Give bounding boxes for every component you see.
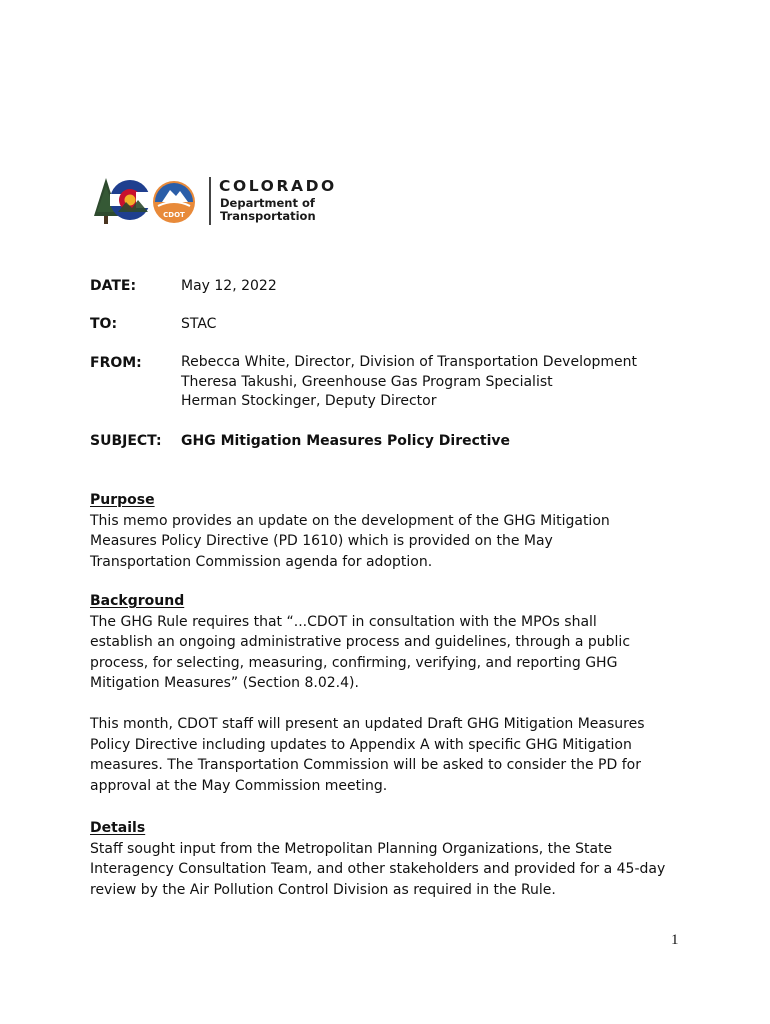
- purpose-paragraph: [90, 511, 680, 573]
- background-heading: Background: [90, 593, 185, 609]
- purpose-heading: Purpose: [90, 492, 155, 508]
- paragraph-line: process, for selecting, measuring, confirming, verifying, and reporting GHG: [90, 654, 618, 671]
- paragraph-line: The GHG Rule requires that “...CDOT in consultation with the MPOs shall: [90, 613, 597, 630]
- paragraph-line: review by the Air Pollution Control Division as required in the Rule.: [90, 881, 556, 898]
- paragraph-line: Interagency Consultation Team, and other stakeholders and provided for a 45-day: [90, 861, 666, 878]
- colorado-c-icon: [110, 180, 152, 220]
- date-value: May 12, 2022: [181, 278, 277, 294]
- background-section: [90, 591, 680, 694]
- paragraph-line: Transportation Commission agenda for adoption.: [90, 553, 433, 570]
- paragraph-line: Mitigation Measures” (Section 8.02.4).: [90, 675, 359, 692]
- logo-wordmark: COLORADO: [219, 177, 337, 195]
- page-number: 1: [671, 932, 679, 948]
- paragraph-line: This month, CDOT staff will present an updated Draft GHG Mitigation Measures: [90, 716, 645, 732]
- date-label: DATE:: [90, 278, 137, 294]
- background-paragraph-1: [90, 612, 680, 694]
- paragraph-line: approval at the May Commission meeting.: [90, 777, 388, 794]
- paragraph-line: Policy Directive including updates to Appendix A with specific GHG Mitigation: [90, 736, 632, 753]
- details-section: [90, 818, 680, 900]
- purpose-section: [90, 490, 680, 572]
- background-paragraph-2-block: [90, 714, 680, 796]
- paragraph-line: This memo provides an update on the development of the GHG Mitigation: [90, 512, 610, 529]
- details-paragraph: [90, 839, 680, 901]
- to-value: STAC: [181, 316, 217, 332]
- subject-value: GHG Mitigation Measures Policy Directive: [181, 433, 510, 449]
- logo-department-name: [220, 197, 316, 223]
- paragraph-line: Staff sought input from the Metropolitan Planning Organizations, the State: [90, 840, 613, 857]
- to-label: TO:: [90, 316, 118, 332]
- logo-dept-line-1: Department of: [220, 196, 315, 210]
- cdot-logo: [92, 172, 352, 232]
- from-line: Rebecca White, Director, Division of Transportation Development: [181, 354, 638, 370]
- cdot-logo-mark: [92, 172, 208, 230]
- from-value: [181, 353, 637, 412]
- cdot-badge-icon: [153, 181, 195, 223]
- subject-label: SUBJECT:: [90, 433, 162, 449]
- cdot-badge-text: CDOT: [163, 211, 185, 219]
- details-heading: Details: [90, 820, 146, 836]
- from-line: Theresa Takushi, Greenhouse Gas Program Specialist: [181, 373, 553, 390]
- from-line: Herman Stockinger, Deputy Director: [181, 393, 437, 409]
- logo-dept-line-2: Transportation: [220, 209, 316, 223]
- paragraph-line: measures. The Transportation Commission will be asked to consider the PD for: [90, 757, 641, 774]
- paragraph-line: Measures Policy Directive (PD 1610) which is provided on the May: [90, 533, 553, 550]
- logo-divider: [209, 177, 211, 225]
- paragraph-line: establish an ongoing administrative process and guidelines, through a public: [90, 634, 631, 651]
- background-paragraph-2: [90, 714, 680, 796]
- from-label: FROM:: [90, 355, 142, 371]
